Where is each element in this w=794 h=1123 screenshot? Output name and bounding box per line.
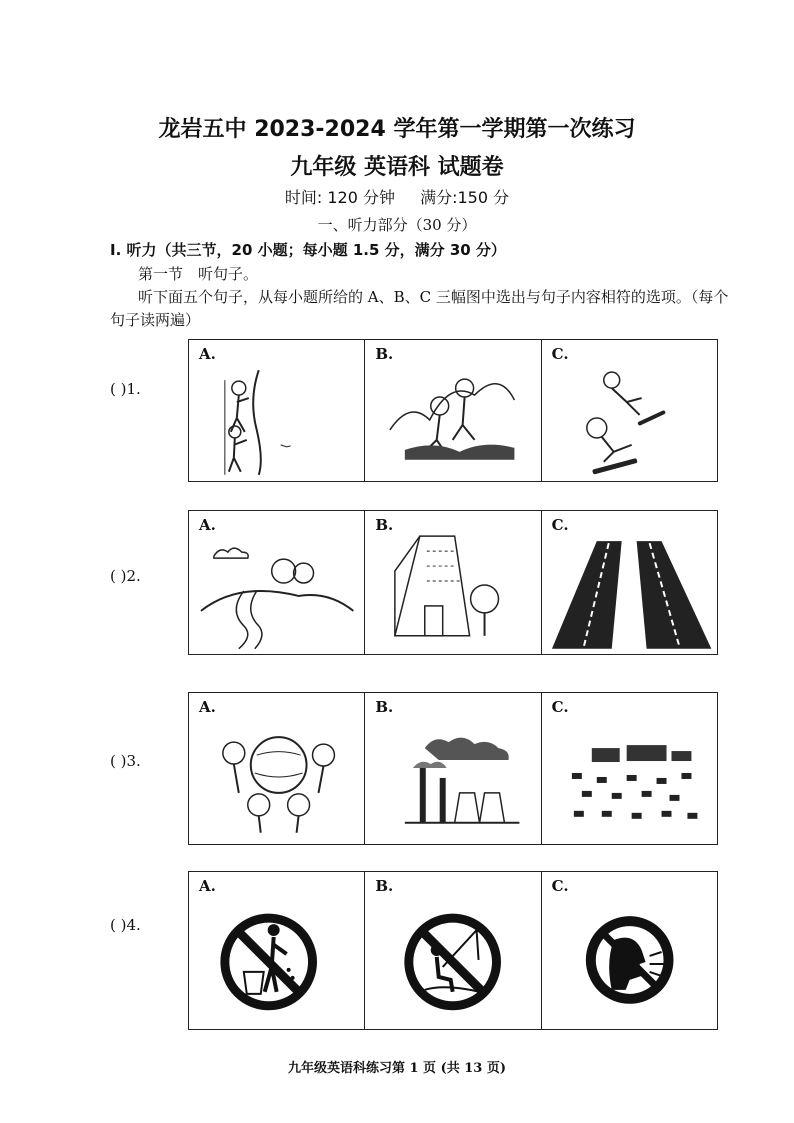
question-3-label[interactable]: ( )3. [110,752,141,770]
countryside-river-image [189,511,364,654]
question-3-options [188,692,718,845]
section-sub: 第一节 听句子。 [138,265,259,283]
section-instruction: 听下面五个句子，从每小题所给的 A、B、C 三幅图中选出与句子内容相符的选项。（每个句子读两遍） [110,288,729,329]
no-littering-sign-icon [189,872,364,1029]
skateboarding-image [542,340,717,481]
part-title: 一、听力部分（30 分） [317,216,477,234]
page-footer: 九年级英语科练习第 1 页 (共 13 页) [287,1061,507,1076]
q2-option-a[interactable]: A. [189,511,365,654]
q1-option-b[interactable]: B. [365,340,541,481]
q2-option-c[interactable]: C. [542,511,717,654]
no-fishing-sign-icon [365,872,540,1029]
exam-title: 龙岩五中 2023-2024 学年第一学期第一次练习 [158,117,636,142]
no-noise-sign-icon [542,872,717,1029]
highway-image [542,511,717,654]
q2-option-b[interactable]: B. [365,511,541,654]
factory-smoke-image [365,693,540,844]
question-4-options [188,871,718,1030]
traffic-jam-image [542,693,717,844]
q3-option-c[interactable]: C. [542,693,717,844]
exam-meta [0,185,794,208]
question-1-options [188,339,718,482]
section-heading: I. 听力（共三节，20 小题；每小题 1.5 分，满分 30 分） [110,241,506,259]
rock-climbing-image [189,340,364,481]
q4-option-b[interactable]: B. [365,872,541,1029]
q4-option-c[interactable]: C. [542,872,717,1029]
q1-option-c[interactable]: C. [542,340,717,481]
exam-subtitle: 九年级 英语科 试题卷 [290,155,504,180]
building-with-tree-image [365,511,540,654]
exam-score: 满分:150 分 [420,188,510,207]
exam-time: 时间: 120 分钟 [284,188,395,207]
question-2-options [188,510,718,655]
question-4-label[interactable]: ( )4. [110,916,141,934]
children-around-globe-image [189,693,364,844]
q4-option-a[interactable]: A. [189,872,365,1029]
q1-option-a[interactable]: A. [189,340,365,481]
q3-option-b[interactable]: B. [365,693,541,844]
hiking-friends-image [365,340,540,481]
question-2-label[interactable]: ( )2. [110,567,141,585]
q3-option-a[interactable]: A. [189,693,365,844]
question-1-label[interactable]: ( )1. [110,380,141,398]
